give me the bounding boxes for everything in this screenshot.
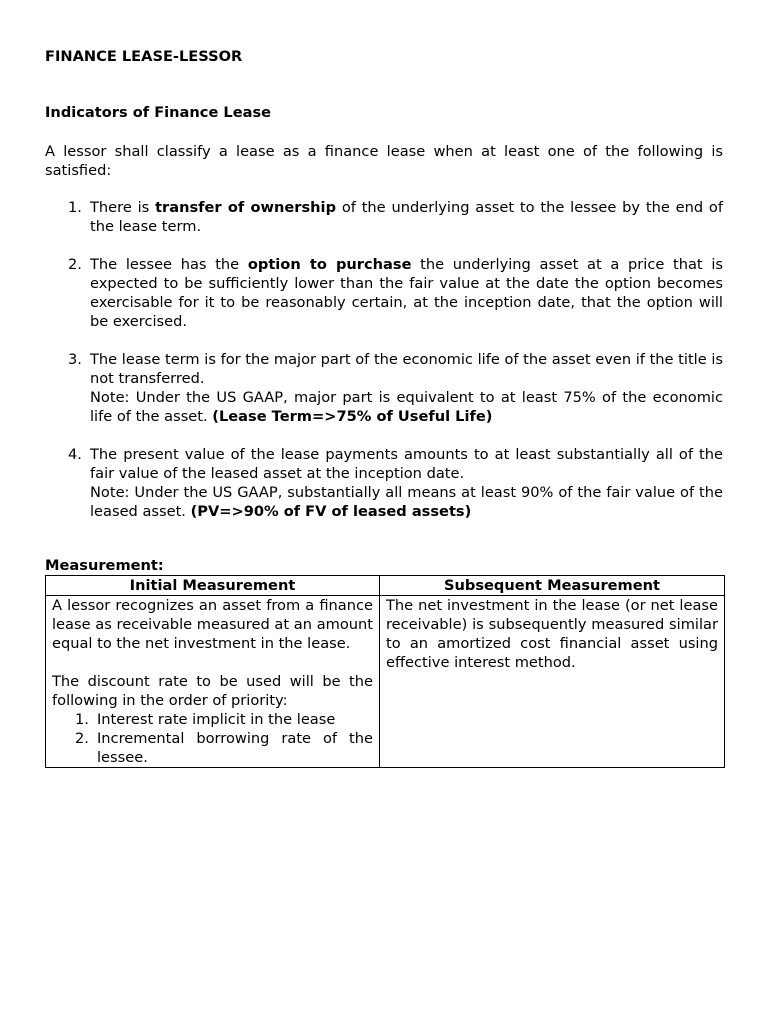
indicator-note	[90, 483, 723, 521]
item-number: 1.	[68, 199, 82, 216]
indicator-item	[45, 445, 723, 521]
intro-paragraph: A lessor shall classify a lease as a finance lease when at least one of the following is satisfied:	[45, 143, 723, 179]
spacer	[52, 653, 373, 672]
rate-text: Interest rate implicit in the lease	[97, 711, 336, 728]
text-segment: of the underlying asset to the lessee by the end of the lease term.	[90, 199, 723, 235]
text-segment: There is	[90, 199, 156, 216]
table-row	[46, 596, 725, 768]
indicator-note	[90, 388, 723, 426]
document-title: FINANCE LEASE-LESSOR	[45, 48, 243, 65]
indicator-text: The present value of the lease payments amounts to at least substantially all of the fair value of the leased asset at the inception date.	[90, 446, 723, 482]
item-number: 2.	[68, 256, 82, 273]
text-segment: The lessee has the	[90, 256, 248, 273]
section-heading-indicators: Indicators of Finance Lease	[45, 104, 272, 121]
bold-term: option to purchase	[247, 256, 412, 273]
indicator-text	[90, 255, 723, 331]
note-text: Note: Under the US GAAP, substantially all means at least 90% of the fair value of the leased asset.	[90, 484, 723, 520]
note-rule: (Lease Term=>75% of Useful Life)	[212, 408, 493, 425]
item-number: 2.	[75, 730, 89, 747]
indicators-list	[45, 198, 723, 540]
table-header-row	[46, 576, 725, 596]
list-item	[52, 710, 373, 729]
discount-rate-text: The discount rate to be used will be the following in the order of priority:	[52, 673, 373, 709]
indicator-item	[45, 350, 723, 426]
subsequent-measurement-header: Subsequent Measurement	[380, 576, 725, 596]
initial-measurement-header: Initial Measurement	[46, 576, 380, 596]
list-item	[52, 729, 373, 767]
item-number: 3.	[68, 351, 82, 368]
note-rule: (PV=>90% of FV of leased assets)	[190, 503, 472, 520]
subsequent-measurement-cell	[380, 596, 725, 768]
item-number: 4.	[68, 446, 82, 463]
measurement-heading: Measurement:	[45, 557, 164, 574]
bold-term: transfer of ownership	[155, 199, 337, 216]
indicator-text: The lease term is for the major part of the economic life of the asset even if the title is not transferred.	[90, 351, 723, 387]
subsequent-text: The net investment in the lease (or net lease receivable) is subsequently measured similar to an amortized cost financial asset using effective interest method.	[386, 597, 718, 671]
text-segment: the underlying asset at a price that is expected to be sufficiently lower than the fair value at the date the option becomes exercisable for it to be reasonably certain, at the inception date, that the option will be exercised.	[90, 256, 724, 330]
rate-text: Incremental borrowing rate of the lessee.	[97, 730, 373, 766]
item-number: 1.	[75, 711, 89, 728]
indicator-text	[90, 198, 723, 236]
note-text: Note: Under the US GAAP, major part is equivalent to at least 75% of the economic life of the asset.	[90, 389, 723, 425]
initial-text: A lessor recognizes an asset from a finance lease as receivable measured at an amount equal to the net investment in the lease.	[52, 597, 373, 652]
initial-measurement-cell	[46, 596, 380, 768]
measurement-table	[45, 575, 725, 768]
indicator-item	[45, 255, 723, 331]
discount-rate-list	[52, 710, 373, 767]
indicator-item	[45, 198, 723, 236]
